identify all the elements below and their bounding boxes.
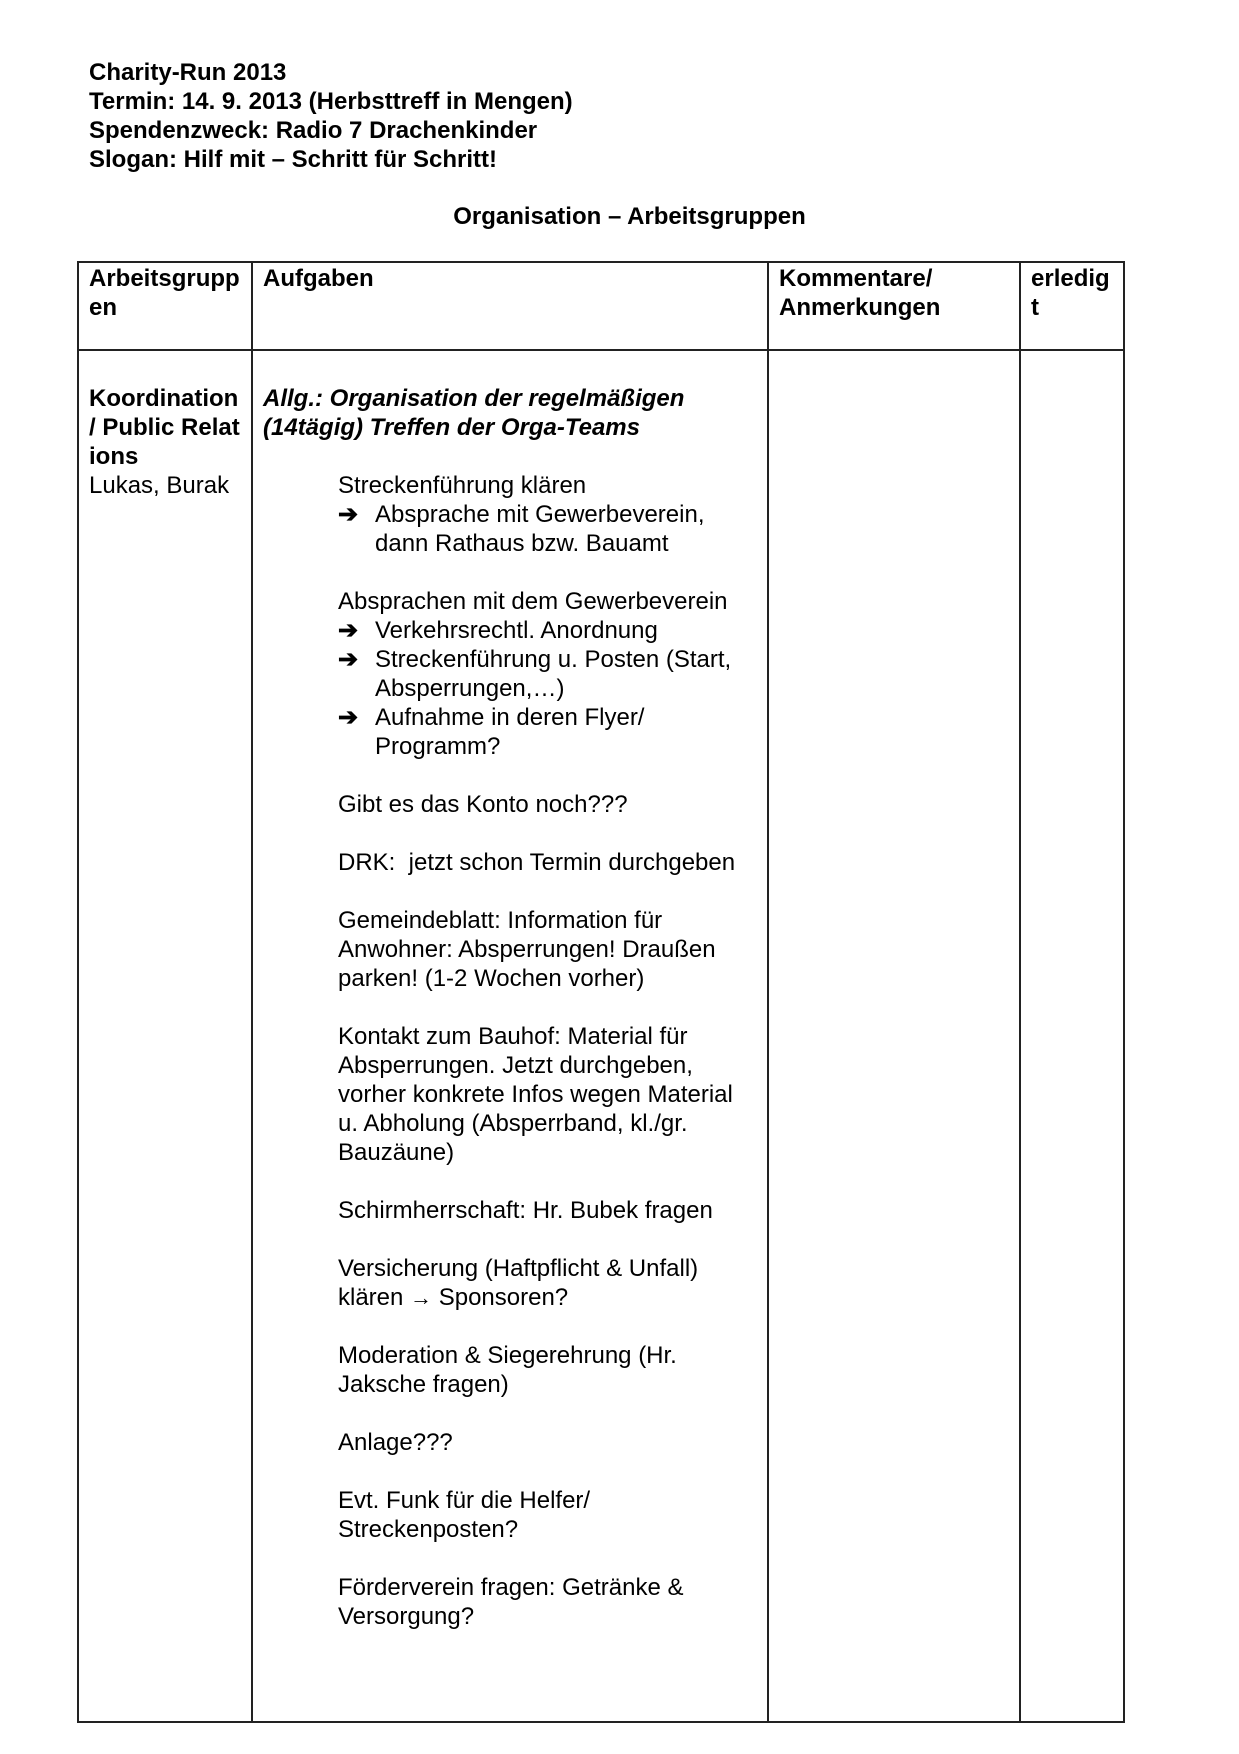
- general-task: Allg.: Organisation der regelmäßigen (14tägig) Treffen der Orga-Teams: [263, 385, 685, 441]
- arrow-right-icon: ➔: [338, 646, 359, 673]
- section-title: Organisation – Arbeitsgruppen: [453, 203, 806, 230]
- task-item: [338, 1254, 757, 1312]
- task-bullet: [338, 500, 757, 558]
- comments-cell: [768, 350, 1020, 1722]
- task-bullet-text: Streckenführung u. Posten (Start, Absperrungen,…): [375, 646, 732, 702]
- group-name: Koordination / Public Relations: [89, 385, 240, 470]
- table-header-row: [78, 262, 1124, 350]
- task-item: Evt. Funk für die Helfer/ Streckenposten?: [338, 1487, 591, 1543]
- donation-purpose: Spendenzweck: Radio 7 Drachenkinder: [89, 117, 538, 144]
- task-bullet: [338, 703, 757, 761]
- task-item: DRK: jetzt schon Termin durchgeben: [338, 849, 736, 876]
- task-item: [338, 587, 757, 761]
- column-header-arbeitsgruppen: Arbeitsgruppen: [78, 262, 252, 350]
- table-row: [78, 350, 1124, 1722]
- event-title: Charity-Run 2013: [89, 59, 287, 86]
- organisation-table: [77, 261, 1125, 1723]
- task-bullet: [338, 645, 757, 703]
- task-list: [263, 471, 757, 1631]
- task-item: Anlage???: [338, 1429, 453, 1456]
- task-item: [338, 471, 757, 558]
- column-header-erledigt: erledigt: [1020, 262, 1124, 350]
- task-item: Kontakt zum Bauhof: Material für Absperrungen. Jetzt durchgeben, vorher konkrete Infos wegen Material u. Abholung (Absperrband, kl./gr. Bauzäune): [338, 1023, 733, 1166]
- tasks-cell: [252, 350, 768, 1722]
- task-item: Moderation & Siegerehrung (Hr. Jaksche fragen): [338, 1342, 677, 1398]
- task-text: Versicherung (Haftpflicht & Unfall) klären: [338, 1255, 699, 1311]
- task-item: Gemeindeblatt: Information für Anwohner: Absperrungen! Draußen parken! (1-2 Wochen vorher): [338, 907, 716, 992]
- task-bullet-text: Absprache mit Gewerbeverein, dann Rathaus bzw. Bauamt: [375, 501, 705, 557]
- document-header: [89, 58, 573, 174]
- task-item: Gibt es das Konto noch???: [338, 791, 628, 818]
- task-bullet-text: Verkehrsrechtl. Anordnung: [375, 617, 658, 644]
- task-text: Sponsoren?: [438, 1284, 569, 1311]
- task-text: Streckenführung klären: [338, 472, 587, 499]
- group-members: Lukas, Burak: [89, 472, 230, 499]
- task-bullet-text: Aufnahme in deren Flyer/ Programm?: [375, 704, 645, 760]
- arrow-right-icon: →: [410, 1285, 433, 1310]
- column-header-kommentare-line2: Anmerkungen: [779, 294, 941, 321]
- done-cell: [1020, 350, 1124, 1722]
- column-header-kommentare: [768, 262, 1020, 350]
- group-cell: [78, 350, 252, 1722]
- task-item: Förderverein fragen: Getränke & Versorgung?: [338, 1574, 684, 1630]
- arrow-right-icon: ➔: [338, 617, 359, 644]
- column-header-aufgaben: Aufgaben: [252, 262, 768, 350]
- column-header-kommentare-line1: Kommentare/: [779, 265, 933, 292]
- task-text: Absprachen mit dem Gewerbeverein: [338, 588, 728, 615]
- arrow-right-icon: ➔: [338, 704, 359, 731]
- arrow-right-icon: ➔: [338, 501, 359, 528]
- task-item: Schirmherrschaft: Hr. Bubek fragen: [338, 1197, 713, 1224]
- slogan: Slogan: Hilf mit – Schritt für Schritt!: [89, 146, 498, 173]
- event-date: Termin: 14. 9. 2013 (Herbsttreff in Mengen): [89, 88, 573, 115]
- task-bullet: [338, 616, 757, 645]
